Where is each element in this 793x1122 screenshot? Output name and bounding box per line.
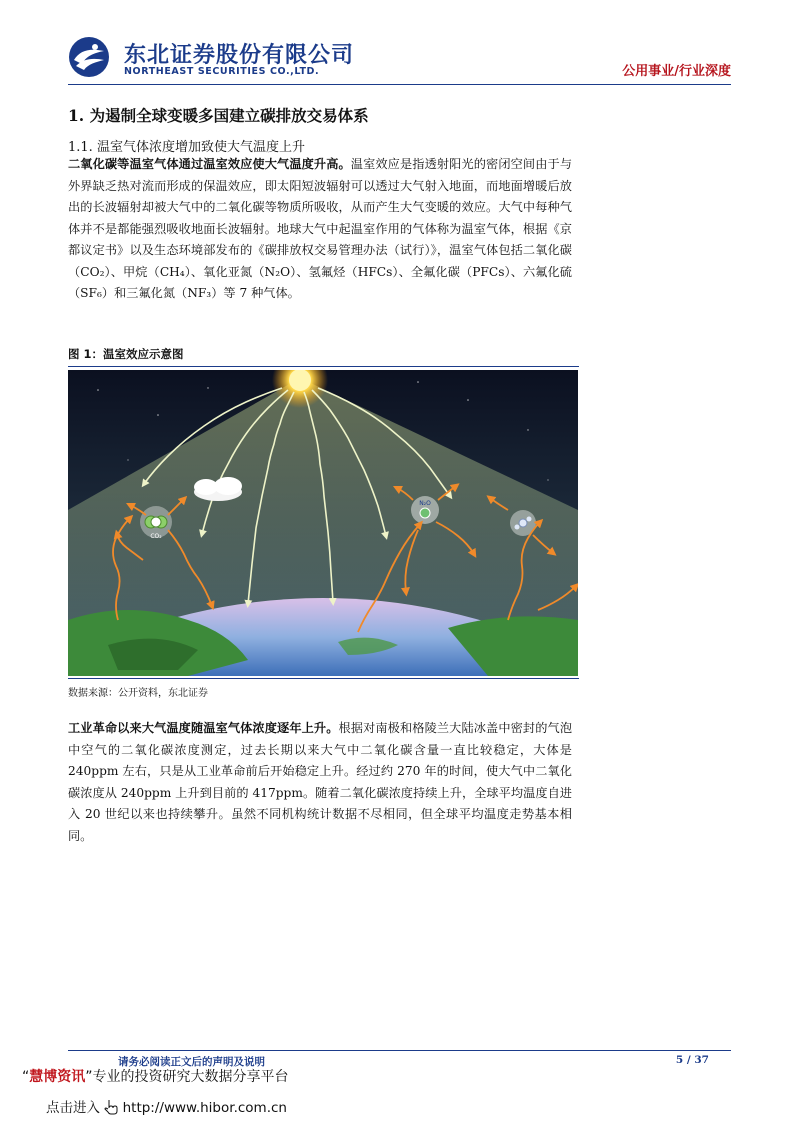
figure-source: 数据来源：公开资料，东北证券	[68, 688, 208, 699]
report-category: 公用事业/行业深度	[622, 64, 731, 79]
page-number: 5 / 37	[675, 1054, 709, 1066]
paragraph-body: 根据对南极和格陵兰大陆冰盖中密封的气泡中空气的二氧化碳浓度测定，过去长期以来大气中二氧化碳含量一直比较稳定，大体是 240ppm 左右，只是从工业革命前后开始稳定上升。经过约 270 年的时间，使大气中二氧化碳浓度从 240ppm 上升到目前的 417ppm。随着二氧化碳浓度持续上升，全球平均温度自进入 20 世纪以来也持续攀升。虽然不同机构统计数据不尽相同，但全球平均温度走势基本相同。	[68, 721, 573, 843]
figure-top-rule	[68, 366, 579, 367]
paragraph-lead: 二氧化碳等温室气体通过温室效应使大气温度升高。	[68, 157, 351, 171]
entry-label: 点击进入	[46, 1100, 100, 1116]
paragraph-co2-trend	[68, 718, 572, 847]
promo-banner	[22, 1066, 289, 1086]
promo-quote-open: “	[22, 1069, 30, 1085]
disclaimer-notice: 请务必阅读正文后的声明及说明	[118, 1056, 265, 1068]
pointer-hand-icon	[104, 1099, 118, 1115]
co2-molecule-label: CO₂	[150, 533, 162, 540]
company-name-cn: 东北证券股份有限公司	[124, 43, 355, 68]
promo-brand: 慧博资讯	[29, 1069, 86, 1085]
section-title: 1. 为遏制全球变暖多国建立碳排放交易体系	[68, 106, 369, 125]
subsection-title: 1.1. 温室气体浓度增加致使大气温度上升	[68, 140, 305, 155]
promo-text: 专业的投资研究大数据分享平台	[92, 1069, 289, 1085]
greenhouse-effect-illustration	[68, 370, 578, 676]
site-url-link[interactable]: http://www.hibor.com.cn	[122, 1100, 287, 1116]
paragraph-body: 温室效应是指透射阳光的密闭空间由于与外界缺乏热对流而形成的保温效应，即太阳短波辐射可以透过大气射入地面，而地面增暖后放出的长波辐射却被大气中的二氧化碳等物质所吸收，从而产生大气变暖的效应。大气中每种气体并不是都能强烈吸收地面长波辐射。地球大气中起温室作用的气体称为温室气体，根据《京都议定书》以及生态环境部发布的《碳排放权交易管理办法（试行）》，温室气体包括二氧化碳（CO₂）、甲烷（CH₄）、氧化亚氮（N₂O）、氢氟烃（HFCs）、全氟化碳（PFCs）、六氟化硫（SF₆）和三氟化氮（NF₃）等 7 种气体。	[68, 157, 573, 300]
footer-divider	[68, 1050, 731, 1051]
figure-bottom-rule	[68, 678, 579, 679]
n2o-molecule-label: N₂O	[419, 500, 431, 507]
header-divider	[68, 84, 731, 85]
figure-caption: 图 1：温室效应示意图	[68, 347, 184, 361]
company-name-en: NORTHEAST SECURITIES CO.,LTD.	[124, 66, 320, 77]
promo-quote-close: ”	[85, 1069, 93, 1085]
company-logo	[68, 36, 110, 78]
paragraph-greenhouse-effect	[68, 154, 572, 305]
entry-link-row[interactable]	[46, 1096, 287, 1116]
paragraph-lead: 工业革命以来大气温度随温室气体浓度逐年上升。	[68, 721, 339, 735]
